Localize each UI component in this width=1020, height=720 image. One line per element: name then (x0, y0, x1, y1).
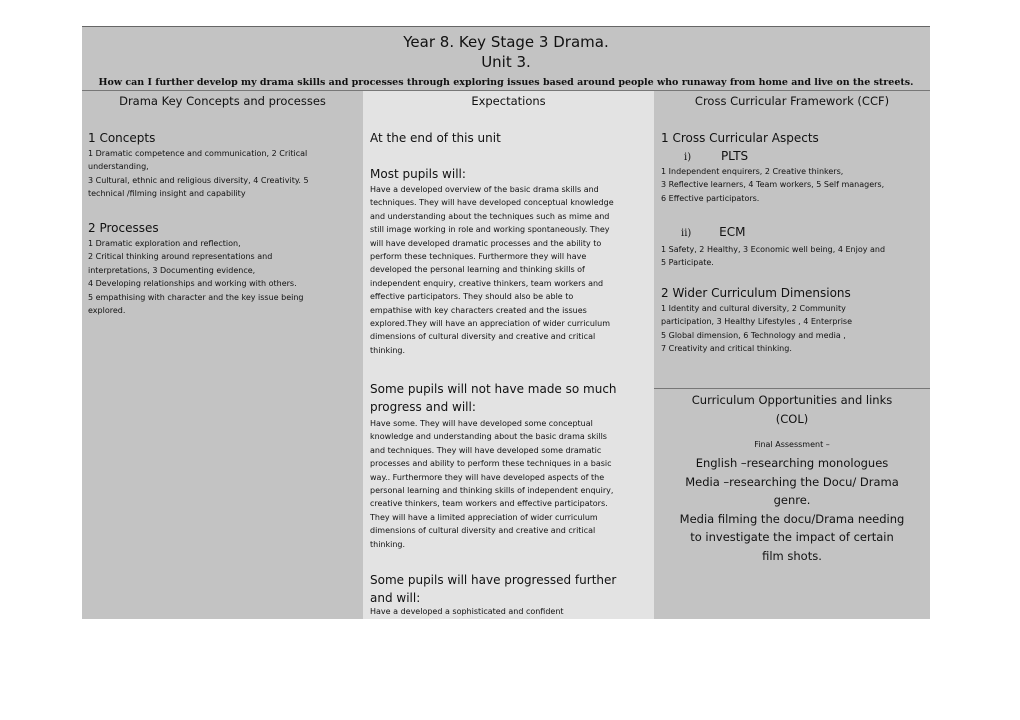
processes-line: 2 Critical thinking around representations and (88, 252, 273, 262)
some-further-heading-line: and will: (370, 591, 421, 605)
some-not-heading-line: Some pupils will not have made so much (370, 382, 617, 396)
wider-line: 7 Creativity and critical thinking. (661, 344, 792, 354)
col-heading-line: (COL) (775, 412, 809, 426)
plts-numeral: i) (684, 152, 692, 163)
most-line: and understanding about the techniques such as mime and (370, 211, 610, 221)
document-header (82, 27, 930, 89)
most-line: will have developed dramatic processes and the ability to (370, 238, 602, 248)
plts-heading (684, 149, 748, 163)
plts-line: 1 Independent enquirers, 2 Creative thinkers, (661, 167, 844, 176)
some-not-line: thinking. (370, 539, 406, 549)
most-line: explored.They will have an appreciation of wider curriculum (370, 319, 610, 329)
col-line: film shots. (762, 548, 822, 563)
final-assessment: Final Assessment – (754, 440, 830, 449)
processes-line: 4 Developing relationships and working with others. (88, 279, 297, 289)
column-heading-ccf: Cross Curricular Framework (CCF) (694, 94, 890, 108)
plts-line: 6 Effective participators. (661, 193, 760, 203)
concepts-line: understanding, (88, 162, 149, 172)
some-not-line: and techniques. They will have developed some dramatic (370, 445, 602, 455)
ecm-heading (681, 225, 745, 239)
plts-list (661, 165, 929, 205)
most-line: thinking. (370, 345, 406, 355)
aspects-heading: 1 Cross Curricular Aspects (661, 131, 819, 145)
ecm-line: 1 Safety, 2 Healthy, 3 Economic well being, 4 Enjoy and (661, 245, 886, 254)
most-line: effective participators. They should also be able to (370, 292, 574, 302)
ecm-list (661, 243, 929, 270)
column-ccf (654, 91, 930, 619)
most-line: developed the personal learning and thinking skills of (370, 265, 585, 275)
most-line: perform these techniques. Furthermore they will have (370, 252, 587, 262)
unit-question: How can I further develop my drama skills and processes through exploring issues based around people who runaway from home and live on the streets. (98, 77, 914, 88)
wider-dimensions-list (661, 302, 929, 356)
some-not-line: creative thinkers, team workers and effective participators. (370, 499, 608, 509)
most-line: dimensions of cultural diversity and creative and critical (370, 332, 596, 342)
processes-line: interpretations, 3 Documenting evidence, (88, 265, 256, 275)
concepts-list (88, 147, 360, 201)
concepts-line: technical /filming insight and capability (88, 189, 246, 199)
unit-number: Unit 3. (481, 53, 531, 71)
some-not-line: Have some. They will have developed some conceptual (370, 419, 593, 428)
col-line: Media filming the docu/Drama needing (679, 511, 905, 526)
col-line: to investigate the impact of certain (690, 530, 894, 544)
col-line: English –researching monologues (695, 456, 889, 470)
some-further-text (370, 605, 650, 618)
some-further-heading-line: Some pupils will have progressed further (370, 573, 617, 587)
processes-heading: 2 Processes (88, 221, 159, 235)
concepts-line: 3 Cultural, ethnic and religious diversity, 4 Creativity. 5 (88, 175, 309, 185)
unit-title: Year 8. Key Stage 3 Drama. (403, 33, 609, 51)
col-list (654, 454, 930, 565)
plts-line: 3 Reflective learners, 4 Team workers, 5 Self managers, (661, 180, 885, 190)
col-section-divider (654, 388, 930, 389)
most-line: still image working in role and working spontaneously. They (370, 225, 610, 235)
most-line: techniques. They will have developed conceptual knowledge (370, 198, 614, 208)
concepts-heading: 1 Concepts (88, 131, 156, 145)
some-not-line: They will have a limited appreciation of wider curriculum (370, 512, 598, 522)
most-pupils-heading: Most pupils will: (370, 167, 466, 181)
some-not-line: way.. Furthermore they will have developed aspects of the (370, 472, 605, 482)
some-not-line: personal learning and thinking skills of independent enquiry, (370, 486, 614, 496)
ecm-numeral: ii) (681, 228, 692, 239)
col-heading-line: Curriculum Opportunities and links (691, 393, 893, 407)
plts-label: PLTS (720, 149, 749, 163)
col-line: genre. (773, 493, 811, 507)
document-page (82, 26, 930, 619)
wider-line: 1 Identity and cultural diversity, 2 Community (661, 304, 846, 313)
processes-list (88, 237, 360, 317)
column-expectations (363, 91, 654, 619)
some-not-line: processes and ability to perform these techniques in a basic (370, 459, 612, 469)
column-heading-expectations: Expectations (471, 94, 546, 108)
processes-line: 5 empathising with character and the key issue being (88, 292, 304, 302)
expectations-intro: At the end of this unit (370, 131, 501, 145)
column-heading-key-concepts: Drama Key Concepts and processes (119, 94, 326, 108)
ecm-label: ECM (719, 225, 746, 239)
some-not-line: knowledge and understanding about the basic drama skills (370, 432, 607, 442)
some-not-line: dimensions of cultural diversity and creative and critical (370, 526, 596, 536)
most-line: Have a developed overview of the basic drama skills and (370, 185, 599, 194)
processes-line: 1 Dramatic exploration and reflection, (88, 239, 241, 248)
most-line: independent enquiry, creative thinkers, team workers and (370, 278, 604, 288)
wider-dimensions-heading: 2 Wider Curriculum Dimensions (661, 286, 851, 300)
processes-line: explored. (88, 306, 126, 316)
concepts-line: 1 Dramatic competence and communication, 2 Critical (88, 149, 308, 158)
some-not-text (370, 417, 650, 551)
some-further-line: Have a developed a sophisticated and confident (370, 607, 564, 616)
most-line: empathise with key characters created and the issues (370, 305, 587, 315)
most-pupils-text (370, 183, 648, 357)
wider-line: participation, 3 Healthy Lifestyles , 4 Enterprise (661, 317, 853, 327)
col-heading (654, 391, 930, 429)
some-further-heading (370, 571, 650, 607)
ecm-line: 5 Participate. (661, 258, 714, 268)
wider-line: 5 Global dimension, 6 Technology and media , (661, 330, 846, 340)
col-line: Media –researching the Docu/ Drama (685, 474, 899, 489)
some-not-heading (370, 380, 650, 416)
column-key-concepts (82, 91, 363, 619)
some-not-heading-line: progress and will: (370, 400, 476, 414)
